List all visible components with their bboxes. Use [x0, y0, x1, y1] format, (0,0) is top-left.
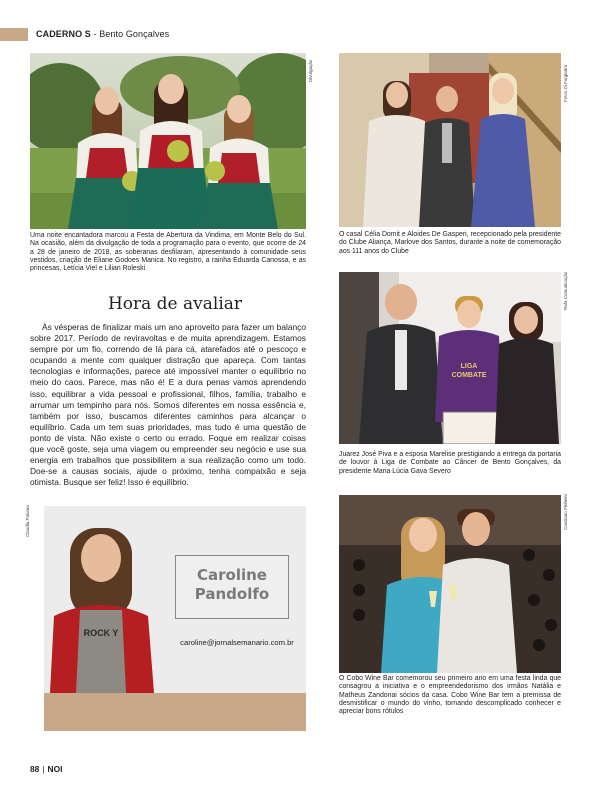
magazine-name: NOI [47, 764, 63, 774]
page-footer [30, 764, 62, 774]
photo-credit: Cassiano Pinheiro [563, 493, 568, 530]
column-body: Às vésperas de finalizar mais um ano aproveito para fazer um balanço sobre 2017. Período de reviravoltas e de muita aprendizagem. Estamos sempre por um fio, correndo de lá para cá, atarefados até o pescoço e ocupando a mente com qualquer distração que apareça. Com tantas tecnologias e informações, parece até impossível manter o equilíbrio no meio do caos. Parece, mas não é! E a dura penas vamos aprendendo isso, equilibrar a vida pessoal e profissional, filhos, família, trabalho e arrumar um tempinho para nós. Somos diferentes em nossa essência e, também por isso, buscamos diferentes caminhos para alcançar o equilíbrio. Cada um tem suas prioridades, mas tudo é uma questão de ponto de vista. Não existe o certo ou errado. Foque em realizar coisas que você goste, seja uma viagem ou empreender seu negócio e use sua energia em trabalhos que possibilitem a sua realização como um todo. Doe-se a causas sociais, ajude o próximo, tenha compaixão e seja otimista. Busque ser feliz! Isso é equilíbrio. [30, 322, 306, 488]
photo-liga-combate-cancer [339, 272, 561, 444]
section-location: - Bento Gonçalves [90, 29, 170, 39]
photo-vindima-soberanas [30, 53, 306, 229]
caption-vindima: Uma noite encantadora marcou a Festa de Abertura da Vindima, em Monte Belo do Sul. Na ocasião, além da divulgação de toda a programação para o evento, que ocorre de 24 a 28 de janeiro de 2018, as soberanas desfilaram, apresentando à comunidade seus vestidos, criação de Eliane Godoes Manica. No registro, a rainha Eduarda Canossa, e as princesas, Letícia Viel e Lilian Roleski [30, 232, 306, 273]
shirt-text: ROCK Y [83, 628, 119, 638]
profile-accent-bar [44, 693, 306, 731]
author-first-name: Caroline [197, 566, 267, 584]
header-accent-bar [0, 28, 28, 41]
photo-credit: Claudia Paluma [25, 505, 30, 537]
section-name: CADERNO S [36, 29, 91, 39]
column-title: Hora de avaliar [107, 294, 243, 314]
banner-text: LIGA COMBATE [451, 363, 487, 379]
photo-credit: Rafa Comunicação [563, 271, 568, 310]
footer-separator: | [42, 764, 45, 774]
photo-credit: Fotos Di Forgiarini [563, 65, 568, 102]
author-email[interactable]: caroline@jornalsemanario.com.br [180, 638, 294, 647]
photo-cobo-wine-bar [339, 495, 561, 673]
caption-liga-combate-cancer: Juarez José Piva e a esposa Marelise prestigiando a entrega da portaria de louvor à Liga de Combate ao Câncer de Bento Gonçalves, da presidente Maria Lúcia Gava Severo [339, 451, 561, 475]
section-header [36, 28, 169, 41]
author-name [176, 566, 288, 604]
page-number: 88 [30, 764, 40, 774]
caption-clube-alianca: O casal Célia Domit e Aloides De Gasperi, recepcionado pela presidente do Clube Aliança, Marlove dos Santos, durante a noite de comemoração aos 111 anos do Clube [339, 231, 561, 255]
author-name-box [175, 555, 289, 619]
photo-credit: Divulgação [308, 59, 313, 82]
author-last-name: Pandolfo [194, 585, 270, 603]
photo-clube-alianca [339, 53, 561, 227]
caption-cobo-wine-bar: O Cobo Wine Bar comemorou seu primeiro ano em uma festa linda que consagrou a iniciativa e o empreendedorismo dos irmãos Natália e Matheus Zandonai sócios da casa. Cobo Wine Bar tem a premissa de desmistificar o mundo do vinho, tornando descomplicado conhecer e apreciar bons rótulos [339, 675, 561, 716]
author-portrait [44, 506, 158, 693]
